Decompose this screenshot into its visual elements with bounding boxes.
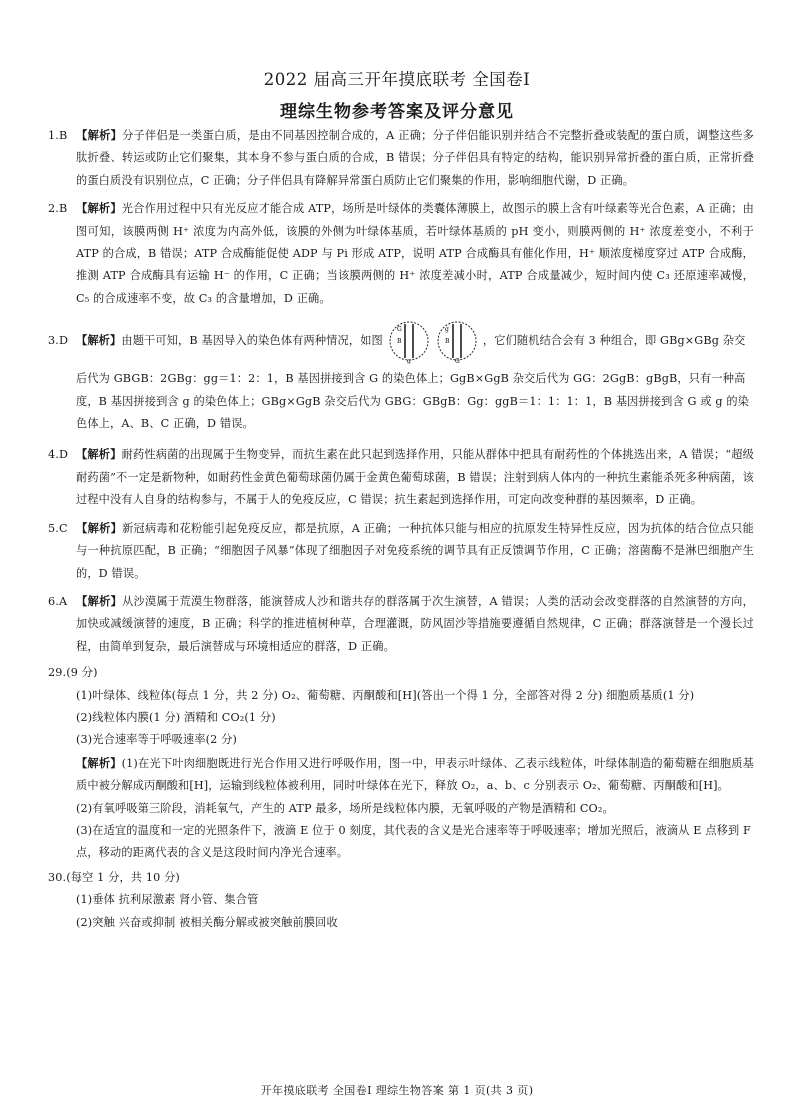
question-4-number: 4.D [48,448,69,462]
question-3-explanation-start: 由题干可知，B 基因导入的染色体有两种情况，如图 [121,334,383,348]
question-1-answer [48,124,754,192]
question-29-answer-2: (2)线粒体内膜(1 分) 酒精和 CO₂(1 分) [76,710,276,724]
question-5-number: 5.C [48,521,68,535]
question-2-explanation: 光合作用过程中只有光反应才能合成 ATP，场所是叶绿体的类囊体薄膜上，故图示的膜上含有叶绿素等光合色素，A 正确；由图可知，该膜两侧 H⁺ 浓度为内高外低，该膜的外侧为叶绿体基质，若叶绿体基质的 pH 变小，则膜两侧的 H⁺ 浓度差变小，不利于 ATP 的合成，B 错误；ATP 合成酶能促使 ADP 与 Pi 形成 ATP，说明 ATP 合成酶具有催化作用，H⁺ 顺浓度梯度穿过 ATP 合成酶，推测 ATP 合成酶具有运输 H⁻ 的作用，C 正确；当该膜两侧的 H⁺ 浓度差减小时，ATP 合成量减少，短时间内使 C₃ 还原速率减慢，C₅ 的合成速率不变，故 C₃ 的含量增加，D 正确。 [76,202,754,305]
question-30-answer-2: (2)突触 兴奋或抑制 被相关酶分解或被突触前膜回收 [76,915,338,929]
question-4-answer [48,443,754,511]
question-6-number: 6.A [48,594,68,608]
question-3-explanation-mid: ，它们随机结合会有 3 种组合，即 GBg×GBg 杂交 [482,334,746,348]
question-6-answer [48,590,754,658]
question-1-number: 1.B [48,129,68,142]
question-5-explanation: 新冠病毒和花粉能引起免疫反应，都是抗原，A 正确；一种抗体只能与相应的抗原发生特异性反应，因为抗体的结合位点只能与一种抗原匹配，B 正确；“细胞因子风暴”体现了细胞因子对免疫系统的调节具有正反馈调节作用，C 正确；溶菌酶不是淋巴细胞产生的，D 错误。 [76,521,754,580]
question-3-answer [48,318,754,364]
question-29-tag: 【解析】 [76,755,122,770]
question-4-tag: 【解析】 [76,447,122,462]
diagram-label-g-top: G [396,326,402,334]
cell-right [438,322,476,364]
question-4-explanation: 耐药性病菌的出现属于生物变异，而抗生素在此只起到选择作用，只能从群体中把具有耐药性的个体挑选出来，A 错误；“超级耐药菌”不一定是新物种，如耐药性金黄色葡萄球菌仍属于金黄色葡萄球菌，B 错误；注射到病人体内的一种抗生素能杀死多种病菌，该过程中没有人自身的结构参与，不属于人的免疫反应，C 错误；抗生素起到选择作用，可定向改变种群的基因频率，D 正确。 [76,448,754,507]
page-footer: 开年摸底联考 全国卷Ⅰ 理综生物答案 第 1 页(共 3 页) [260,1084,534,1097]
question-29-explanation-2: (2)有氧呼吸第三阶段，消耗氧气，产生的 ATP 最多，场所是线粒体内膜，无氧呼吸的产物是酒精和 CO₂。 [76,801,614,815]
question-2-answer [48,197,754,310]
question-29-answer-3: (3)光合速率等于呼吸速率(2 分) [76,733,238,747]
question-29-explanation-1-text: (1)在光下叶肉细胞既进行光合作用又进行呼吸作用，图一中，甲表示叶绿体、乙表示线粒体，叶绿体制造的葡萄糖在细胞质基质中被分解成丙酮酸和[H]，运输到线粒体被利用，同时叶绿体在光下，释放 O₂，a、b、c 分别表示 O₂、葡萄糖、丙酮酸和[H]。 [76,756,754,793]
question-1-explanation: 分子伴侣是一类蛋白质，是由不同基因控制合成的，A 正确；分子伴侣能识别并结合不完整折叠或装配的蛋白质，调整这些多肽折叠、转运或防止它们聚集，其本身不参与蛋白质的合成，B 错误；分子伴侣具有特定的结构，能识别异常折叠的蛋白质，正常折叠的蛋白质没有识别位点，C 正确；分子伴侣具有降解异常蛋白质防止它们聚集的作用，影响细胞代谢，D 正确。 [76,129,754,187]
answer-body [48,124,754,934]
exam-title: 2022 届高三开年摸底联考 全国卷Ⅰ [263,70,531,89]
diagram-label-g-right-bottom: G [454,358,460,365]
diagram-label-b-left: B [396,338,402,346]
question-3-continuation [48,368,754,435]
question-2-tag: 【解析】 [76,201,122,216]
question-29-explanation-3: (3)在适宜的温度和一定的光照条件下，液滴 E 位于 0 刻度，其代表的含义是光合速率等于呼吸速率；增加光照后，液滴从 E 点移到 F 点，移动的距离代表的含义是这段时间内净光合速率。 [76,823,751,860]
question-2-number: 2.B [48,202,68,216]
question-29-answer-1: (1)叶绿体、线粒体(每点 1 分，共 2 分) O₂、葡萄糖、丙酮酸和[H](答出一个得 1 分，全部答对得 2 分) 细胞质基质(1 分) [76,688,695,702]
question-3-tag: 【解析】 [76,333,122,348]
question-30-heading: 30.(每空 1 分，共 10 分) [48,870,180,884]
answer-subtitle: 理综生物参考答案及评分意见 [280,102,514,122]
diagram-label-g-bottom: g [406,358,411,365]
question-5-tag: 【解析】 [76,520,123,535]
question-29-explanation-1 [48,752,754,798]
cell-left [390,322,428,364]
question-30-answer-1: (1)垂体 抗利尿激素 肾小管、集合管 [76,893,259,907]
question-3-number: 3.D [48,334,69,348]
question-5-answer [48,517,754,585]
question-1-tag: 【解析】 [76,128,123,142]
question-3-explanation-rest: 后代为 GBGB：2GBg：gg＝1：2：1，B 基因拼接到含 G 的染色体上；GgB×GgB 杂交后代为 GG：2GgB：gBgB，只有一种高度，B 基因拼接到含 g 的染色体上；GBg×GgB 杂交后代为 GBG：GBgB：Gg：ggB＝1：1：1：1，B 基因拼接到含 G 或 g 的染色体上，A、B、C 正确，D 错误。 [76,372,750,431]
diagram-label-b-right: B [444,338,450,346]
question-6-tag: 【解析】 [76,593,123,608]
diagram-label-g-right-top: g [444,326,449,334]
question-6-explanation: 从沙漠属于荒漠生物群落，能演替成人沙和谐共存的群落属于次生演替，A 错误；人类的活动会改变群落的自然演替的方向，加快或减缓演替的速度，B 正确；科学的推进植树种草，合理灌溉，防风固沙等措施要遵循自然规律，C 正确；群落演替是一个漫长过程，由简单到复杂，最后演替成与环境相适应的群落，D 正确。 [76,594,754,653]
question-29-heading: 29.(9 分) [48,666,98,680]
chromosome-diagram [385,318,481,364]
